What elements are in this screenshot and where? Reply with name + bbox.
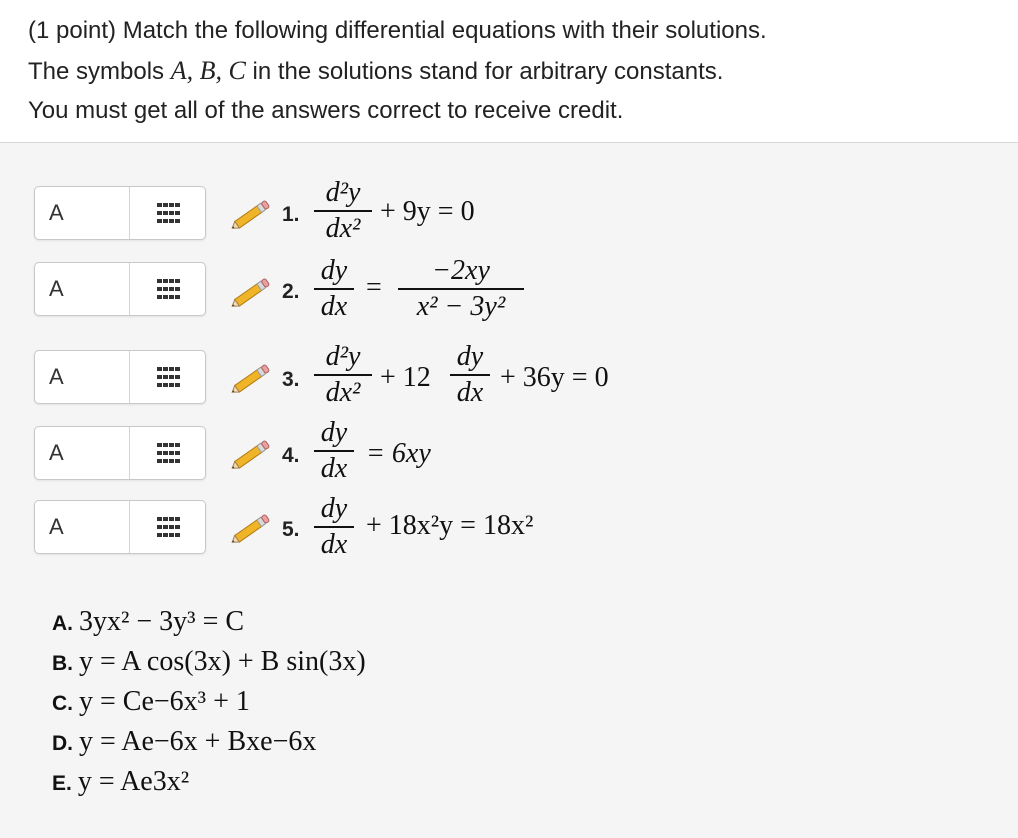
select-divider bbox=[129, 263, 130, 315]
answer-expression: 3yx² − 3y³ = C bbox=[79, 606, 245, 637]
selected-value: A bbox=[49, 514, 64, 539]
problem-line-2 bbox=[28, 56, 723, 87]
answer-item bbox=[52, 726, 366, 766]
eq4-rest: = 6xy bbox=[366, 438, 431, 469]
row-number: 1. bbox=[282, 203, 300, 226]
answer-select-3[interactable] bbox=[34, 350, 206, 404]
fraction-bar bbox=[314, 288, 354, 290]
answer-list bbox=[52, 606, 366, 806]
fraction-bar bbox=[450, 374, 490, 376]
grid-icon bbox=[157, 517, 181, 537]
select-divider bbox=[129, 427, 130, 479]
answer-item bbox=[52, 606, 366, 646]
row-number: 4. bbox=[282, 444, 300, 467]
answer-select-1[interactable] bbox=[34, 186, 206, 240]
pencil-icon bbox=[228, 192, 274, 238]
answer-item bbox=[52, 686, 366, 726]
fraction-denominator: dx² bbox=[325, 376, 361, 408]
eq2-equals: = bbox=[366, 272, 382, 303]
fraction-numerator: dy bbox=[320, 493, 348, 524]
answer-label: D. bbox=[52, 732, 73, 755]
row-number: 3. bbox=[282, 368, 300, 391]
answer-expression: y = Ce−6x³ + 1 bbox=[79, 686, 250, 717]
answer-label: B. bbox=[52, 652, 73, 675]
eq3-rest: + 36y = 0 bbox=[500, 362, 609, 393]
problem-line-2-post: in the solutions stand for arbitrary constants. bbox=[245, 58, 724, 85]
eq1-fraction bbox=[314, 178, 372, 244]
answer-item bbox=[52, 646, 366, 686]
fraction-denominator: dx bbox=[320, 290, 348, 322]
eq2-fraction-left bbox=[314, 256, 354, 322]
problem-statement bbox=[0, 0, 1018, 143]
fraction-denominator: dx² bbox=[325, 212, 361, 244]
eq4-fraction bbox=[314, 418, 354, 484]
fraction-bar bbox=[314, 210, 372, 212]
problem-line-2-pre: The symbols bbox=[28, 58, 171, 85]
pencil-icon bbox=[228, 506, 274, 552]
fraction-denominator: dx bbox=[456, 376, 484, 408]
eq5-fraction bbox=[314, 494, 354, 560]
selected-value: A bbox=[49, 276, 64, 301]
answer-expression: y = Ae3x² bbox=[77, 766, 190, 797]
fraction-denominator: dx bbox=[320, 528, 348, 560]
match-row-1 bbox=[0, 186, 1018, 246]
grid-icon bbox=[157, 279, 181, 299]
eq2-fraction-right bbox=[398, 256, 524, 322]
answer-label: E. bbox=[52, 772, 72, 795]
eq1-rest: + 9y = 0 bbox=[380, 196, 475, 227]
fraction-numerator: d²y bbox=[325, 341, 361, 372]
fraction-bar bbox=[314, 374, 372, 376]
fraction-numerator: dy bbox=[320, 255, 348, 286]
answer-item bbox=[52, 766, 366, 806]
fraction-bar bbox=[314, 450, 354, 452]
fraction-bar bbox=[398, 288, 524, 290]
selected-value: A bbox=[49, 364, 64, 389]
fraction-denominator: dx bbox=[320, 452, 348, 484]
problem-line-3: You must get all of the answers correct to receive credit. bbox=[28, 97, 624, 124]
grid-icon bbox=[157, 367, 181, 387]
problem-line-1: (1 point) Match the following differential equations with their solutions. bbox=[28, 17, 767, 44]
select-divider bbox=[129, 187, 130, 239]
select-divider bbox=[129, 501, 130, 553]
eq5-rest: + 18x²y = 18x² bbox=[366, 510, 534, 541]
fraction-denominator: x² − 3y² bbox=[416, 290, 506, 322]
match-row-4 bbox=[0, 426, 1018, 486]
pencil-icon bbox=[228, 356, 274, 402]
answer-label: A. bbox=[52, 612, 73, 635]
pencil-icon bbox=[228, 432, 274, 478]
pencil-icon bbox=[228, 270, 274, 316]
fraction-numerator: d²y bbox=[325, 177, 361, 208]
fraction-bar bbox=[314, 526, 354, 528]
grid-icon bbox=[157, 443, 181, 463]
constant-symbols: A, B, C bbox=[170, 56, 246, 85]
row-number: 2. bbox=[282, 280, 300, 303]
answer-label: C. bbox=[52, 692, 73, 715]
selected-value: A bbox=[49, 440, 64, 465]
eq3-fraction-right bbox=[450, 342, 490, 408]
grid-icon bbox=[157, 203, 181, 223]
fraction-numerator: −2xy bbox=[432, 255, 490, 286]
row-number: 5. bbox=[282, 518, 300, 541]
select-divider bbox=[129, 351, 130, 403]
eq3-mid: + 12 bbox=[380, 362, 431, 393]
answer-select-2[interactable] bbox=[34, 262, 206, 316]
answer-expression: y = A cos(3x) + B sin(3x) bbox=[79, 646, 366, 677]
fraction-numerator: dy bbox=[320, 417, 348, 448]
fraction-numerator: dy bbox=[456, 341, 484, 372]
eq3-fraction-left bbox=[314, 342, 372, 408]
selected-value: A bbox=[49, 200, 64, 225]
answer-expression: y = Ae−6x + Bxe−6x bbox=[79, 726, 317, 757]
answer-select-4[interactable] bbox=[34, 426, 206, 480]
answer-select-5[interactable] bbox=[34, 500, 206, 554]
